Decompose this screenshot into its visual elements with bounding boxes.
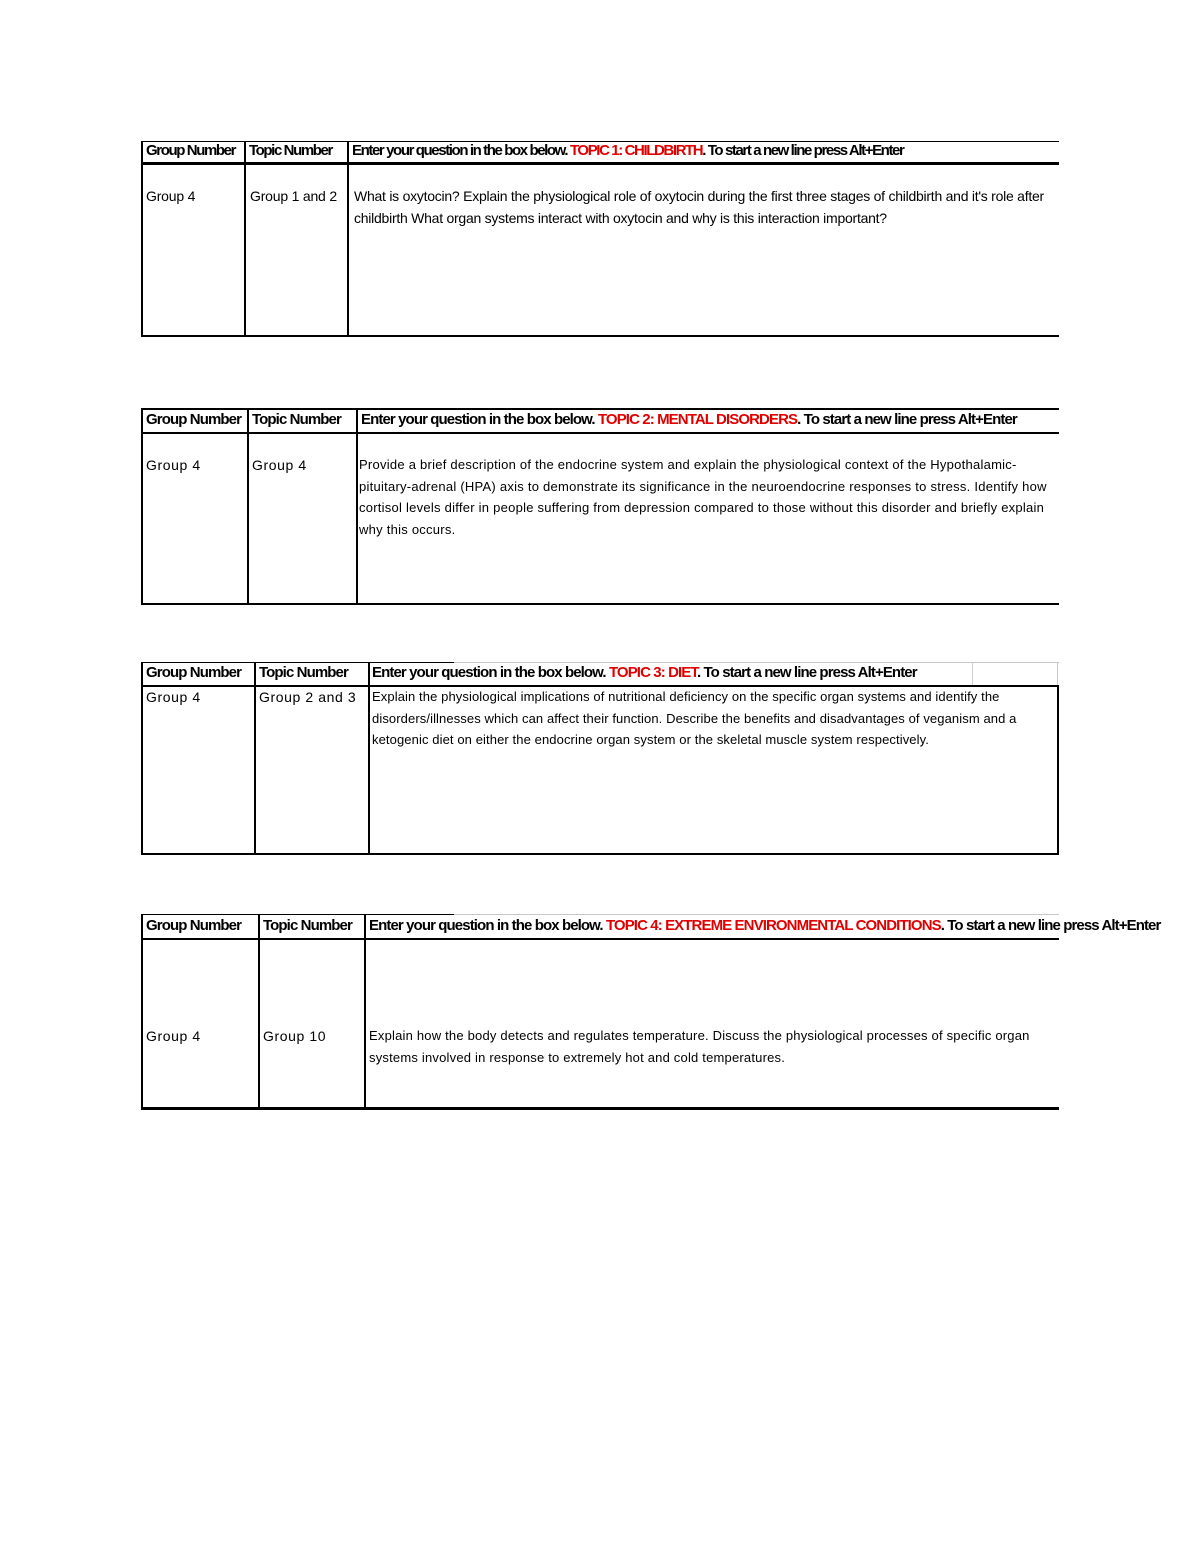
column-border [347,141,349,337]
column-border [1057,662,1058,686]
header-suffix: . To start a new line press Alt+Enter [940,917,1161,934]
header-group-number: Group Number [146,411,242,428]
header-question-instructions [372,664,972,681]
header-divider [141,432,1059,434]
header-prefix: Enter your question in the box below. [372,664,609,681]
question-table-2 [141,408,1059,608]
cell-topic[interactable]: Group 1 and 2 [250,188,337,204]
header-question-instructions [352,142,1057,159]
cell-group[interactable]: Group 4 [146,1028,201,1044]
cell-question[interactable]: Explain how the body detects and regulates temperature. Discuss the physiological processes of specific organ systems involved in response to extremely hot and cold temperatures. [369,1028,1030,1065]
cell-topic[interactable]: Group 4 [252,457,307,473]
header-group-number: Group Number [146,917,242,934]
table-border-bottom [141,335,1059,337]
header-topic-number: Topic Number [263,917,352,934]
column-border [141,914,143,1110]
header-prefix: Enter your question in the box below. [369,917,606,934]
column-border [254,662,256,855]
table-border-top [141,914,454,915]
topic-label: TOPIC 4: EXTREME ENVIRONMENTAL CONDITIONS [605,917,941,934]
column-border [244,141,246,337]
cell-group[interactable]: Group 4 [146,188,196,204]
column-border [141,662,143,855]
header-topic-number: Topic Number [252,411,341,428]
cell-topic[interactable]: Group 10 [263,1028,327,1044]
topic-label: TOPIC 1: CHILDBIRTH [569,142,703,159]
header-group-number: Group Number [146,142,236,159]
column-border [258,914,260,1110]
header-topic-number: Topic Number [259,664,348,681]
table-border-top [141,408,1059,410]
cell-question[interactable]: Explain the physiological implications of nutritional deficiency on the specific organ systems and identify the disorders/illnesses which can affect their function. Describe the benefits and disadvantages of veganism and a ketogenic diet on either the endocrine organ system or the skeletal muscle system respectively. [372,689,1017,747]
question-table-4 [141,914,1161,1114]
question-table-3 [141,662,1059,858]
column-border [368,662,370,855]
column-border [141,408,143,605]
header-suffix: . To start a new line press Alt+Enter [696,664,917,681]
header-question-instructions [369,917,1161,934]
cell-group[interactable]: Group 4 [146,689,201,705]
table-border-top-light [454,662,1059,663]
header-topic-number: Topic Number [249,142,332,159]
column-border [364,914,366,1110]
table-border-bottom [141,1107,1059,1110]
column-border [1057,685,1059,855]
table-border-bottom [141,853,1059,855]
header-prefix: Enter your question in the box below. [352,142,570,159]
question-table-1 [141,141,1059,339]
table-border-bottom [141,603,1059,605]
table-border-top [141,662,454,663]
column-border [356,408,358,605]
header-suffix: . To start a new line press Alt+Enter [702,142,904,159]
table-border-top-light [454,914,1059,915]
header-divider [141,938,1059,940]
header-group-number: Group Number [146,664,242,681]
column-border [141,141,143,337]
topic-label: TOPIC 3: DIET [608,664,697,681]
header-suffix: . To start a new line press Alt+Enter [797,411,1017,428]
column-border [247,408,249,605]
cell-question[interactable]: Provide a brief description of the endocrine system and explain the physiological context of the Hypothalamic-pituitary-adrenal (HPA) axis to demonstrate its significance in the neuroendocrine responses to stress. Identify how cortisol levels differ in people suffering from depression compared to those without this disorder and briefly explain why this occurs. [359,457,1047,537]
topic-label: TOPIC 2: MENTAL DISORDERS [597,411,798,428]
header-question-instructions [361,411,1059,428]
cell-group[interactable]: Group 4 [146,457,201,473]
grid-separator [972,662,973,686]
cell-question[interactable]: What is oxytocin? Explain the physiological role of oxytocin during the first three stages of childbirth and it's role after childbirth What organ systems interact with oxytocin and why is this interaction important? [354,188,1044,226]
header-divider [141,162,1059,165]
header-prefix: Enter your question in the box below. [361,411,598,428]
cell-topic[interactable]: Group 2 and 3 [259,689,357,705]
